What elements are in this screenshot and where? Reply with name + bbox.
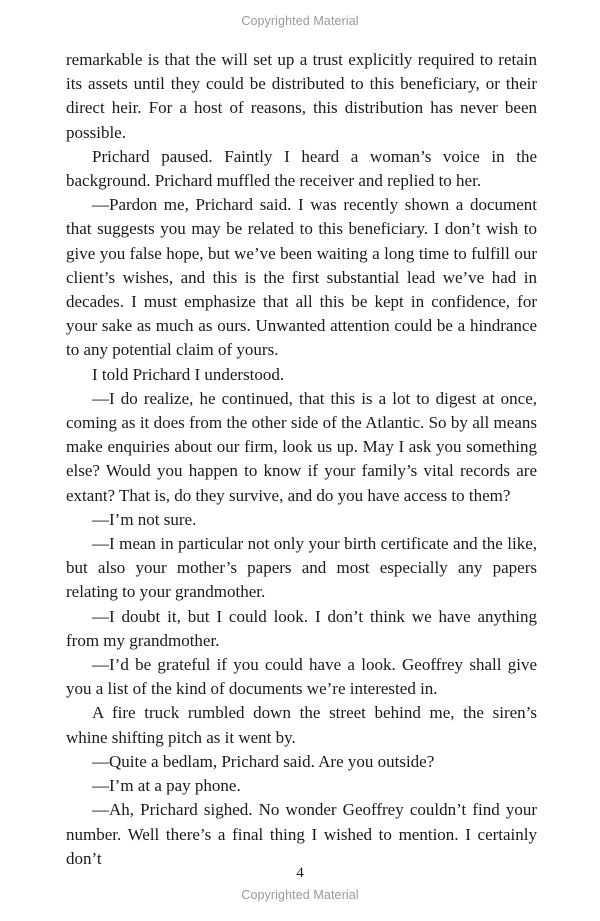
- paragraph: —Pardon me, Prichard said. I was recently shown a document that suggests you may be related to this beneficiary. I don’t wish to give you false hope, but we’ve been waiting a long time to fulfill our client’s wishes, and this is the first substantial lead we’ve had in decades. I must emphasize that all this be kept in confidence, for your sake as much as ours. Unwanted attention could be a hindrance to any potential claim of yours.: [66, 195, 537, 360]
- copyright-watermark-top: Copyrighted Material: [241, 14, 359, 28]
- paragraph: A fire truck rumbled down the street behind me, the siren’s whine shifting pitch as it went by.: [66, 703, 537, 747]
- paragraph: —I’d be grateful if you could have a look. Geoffrey shall give you a list of the kind of documents we’re interested in.: [66, 655, 537, 699]
- paragraph: —Quite a bedlam, Prichard said. Are you outside?: [92, 751, 435, 771]
- body-text: [66, 48, 537, 871]
- paragraph: —I’m not sure.: [92, 509, 197, 529]
- copyright-watermark-bottom: Copyrighted Material: [241, 888, 359, 902]
- paragraph: —I doubt it, but I could look. I don’t think we have anything from my grandmother.: [66, 606, 537, 650]
- paragraph: Prichard paused. Faintly I heard a woman’s voice in the background. Prichard muffled the receiver and replied to her.: [66, 146, 537, 191]
- paragraph: —I’m at a pay phone.: [92, 776, 241, 796]
- paragraph: I told Prichard I understood.: [92, 364, 285, 384]
- page-number: 4: [296, 865, 304, 881]
- paragraph: —Ah, Prichard sighed. No wonder Geoffrey couldn’t find your number. Well there’s a final thing I wished to mention. I certainly don’t: [66, 800, 537, 868]
- paragraph: —I mean in particular not only your birth certificate and the like, but also your mother’s papers and most especially any papers relating to your grandmother.: [66, 534, 537, 602]
- paragraph: remarkable is that the will set up a trust explicitly required to retain its assets until they could be distributed to this beneficiary, or their direct heir. For a host of reasons, this distribution has never been possible.: [66, 50, 537, 142]
- paragraph: —I do realize, he continued, that this is a lot to digest at once, coming as it does from the other side of the Atlantic. So by all means make enquiries about our firm, look us up. May I ask you something else? Would you happen to know if your family’s vital records are extant? That is, do they survive, and do you have access to them?: [66, 388, 537, 505]
